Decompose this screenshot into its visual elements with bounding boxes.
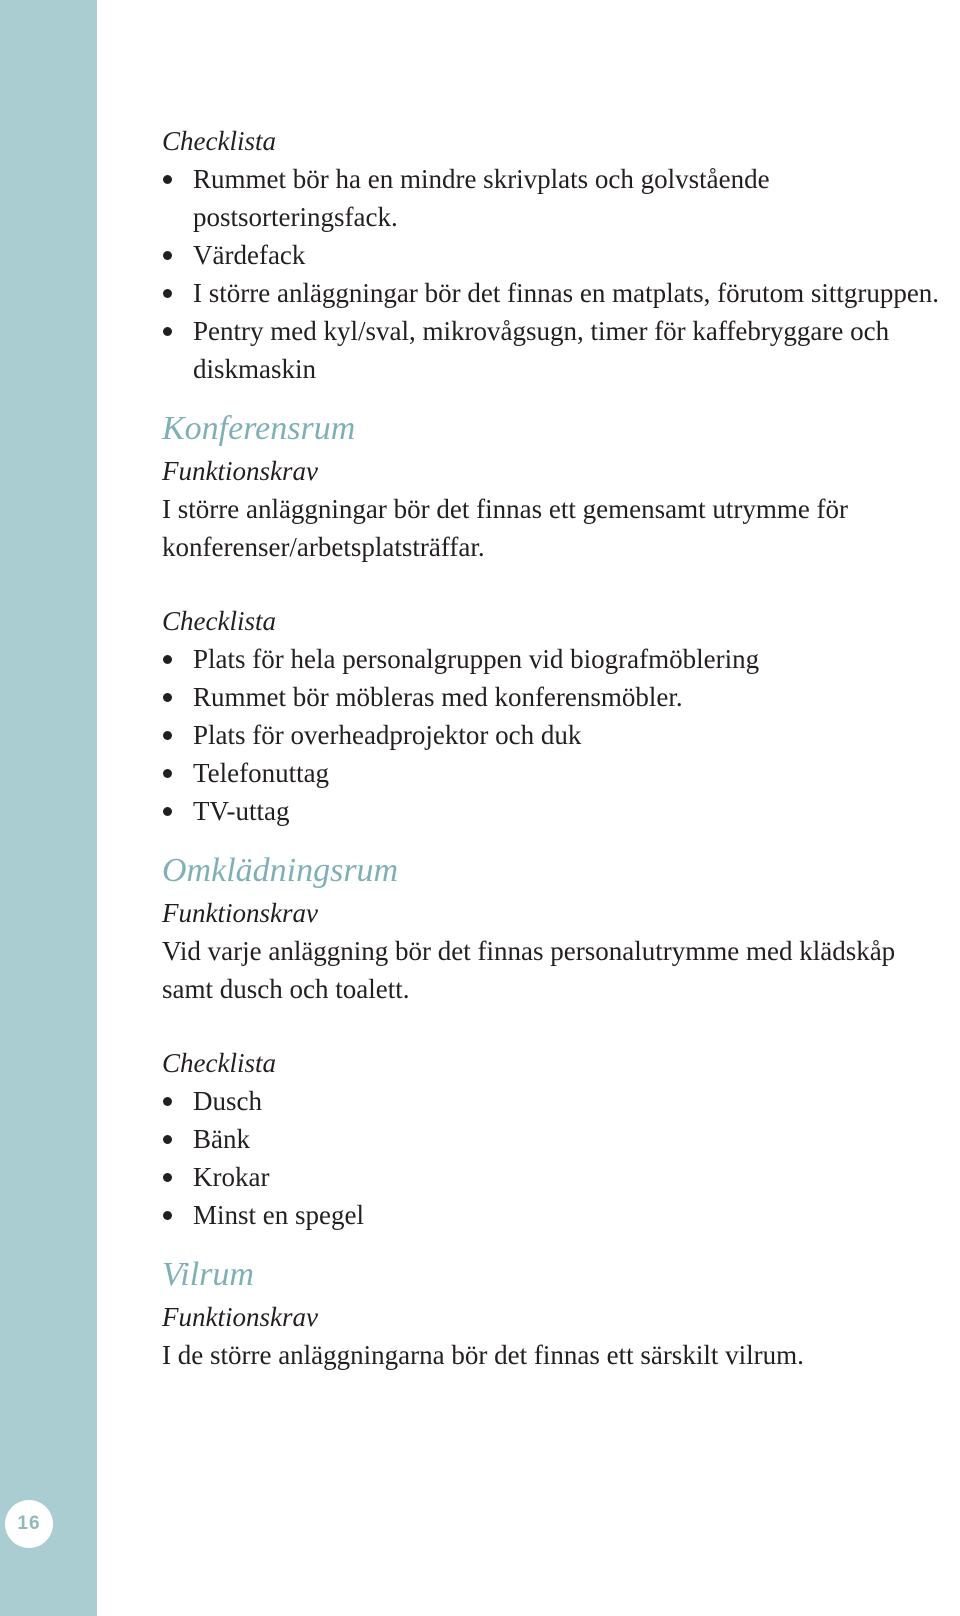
list-item xyxy=(162,792,952,830)
bullet-icon xyxy=(163,289,172,298)
bullet-icon xyxy=(163,769,172,778)
list-item xyxy=(162,1120,952,1158)
page-number: 16 xyxy=(5,1500,53,1548)
list-item xyxy=(162,1196,952,1234)
list-item-text: I större anläggningar bör det finnas en matplats, förutom sittgruppen. xyxy=(193,278,940,308)
list-item-text: Värdefack xyxy=(193,240,306,270)
list-item-text: Rummet bör möbleras med konferensmöbler. xyxy=(193,682,683,712)
requirements-text: I större anläggningar bör det finnas ett gemensamt utrymme för konferenser/arbetsplatsträffar. xyxy=(162,494,849,562)
section-heading-omkladningsrum: Omklädningsrum xyxy=(162,852,399,889)
requirements-label: Funktionskrav xyxy=(162,1302,318,1332)
list-item-text: Krokar xyxy=(193,1162,270,1192)
list-item xyxy=(162,754,952,792)
side-band xyxy=(0,0,97,1616)
list-item xyxy=(162,1082,952,1120)
requirements-text: Vid varje anläggning bör det finnas personalutrymme med klädskåp samt dusch och toalett. xyxy=(162,936,896,1004)
list-item-text: Plats för hela personalgruppen vid biografmöblering xyxy=(193,644,760,674)
list-item xyxy=(162,236,952,274)
section-heading-vilrum: Vilrum xyxy=(162,1256,254,1293)
list-item-text: Telefonuttag xyxy=(193,758,330,788)
bullet-icon xyxy=(163,731,172,740)
list-item xyxy=(162,716,952,754)
checklist-label: Checklista xyxy=(162,1048,276,1078)
bullet-icon xyxy=(163,655,172,664)
bullet-icon xyxy=(163,1097,172,1106)
page-content xyxy=(162,122,952,1374)
bullet-icon xyxy=(163,1173,172,1182)
checklist-label: Checklista xyxy=(162,126,276,156)
bullet-icon xyxy=(163,251,172,260)
list-item xyxy=(162,312,952,388)
bullet-icon xyxy=(163,1211,172,1220)
section-heading-konferensrum: Konferensrum xyxy=(162,410,356,447)
list-item-text: Plats för overheadprojektor och duk xyxy=(193,720,582,750)
bullet-icon xyxy=(163,175,172,184)
list-item xyxy=(162,1158,952,1196)
list-item-text: Rummet bör ha en mindre skrivplats och golvstående postsorteringsfack. xyxy=(193,164,770,232)
intro-checklist xyxy=(162,160,952,388)
bullet-icon xyxy=(163,693,172,702)
requirements-label: Funktionskrav xyxy=(162,456,318,486)
konferensrum-checklist xyxy=(162,640,952,830)
requirements-label: Funktionskrav xyxy=(162,898,318,928)
list-item-text: TV-uttag xyxy=(193,796,290,826)
list-item-text: Minst en spegel xyxy=(193,1200,364,1230)
list-item-text: Pentry med kyl/sval, mikrovågsugn, timer för kaffebryggare och diskmaskin xyxy=(193,316,890,384)
list-item-text: Dusch xyxy=(193,1086,262,1116)
list-item xyxy=(162,640,952,678)
bullet-icon xyxy=(163,327,172,336)
list-item xyxy=(162,678,952,716)
list-item xyxy=(162,274,952,312)
bullet-icon xyxy=(163,807,172,816)
omkladningsrum-checklist xyxy=(162,1082,952,1234)
list-item xyxy=(162,160,952,236)
list-item-text: Bänk xyxy=(193,1124,250,1154)
checklist-label: Checklista xyxy=(162,606,276,636)
requirements-text: I de större anläggningarna bör det finnas ett särskilt vilrum. xyxy=(162,1340,804,1370)
bullet-icon xyxy=(163,1135,172,1144)
